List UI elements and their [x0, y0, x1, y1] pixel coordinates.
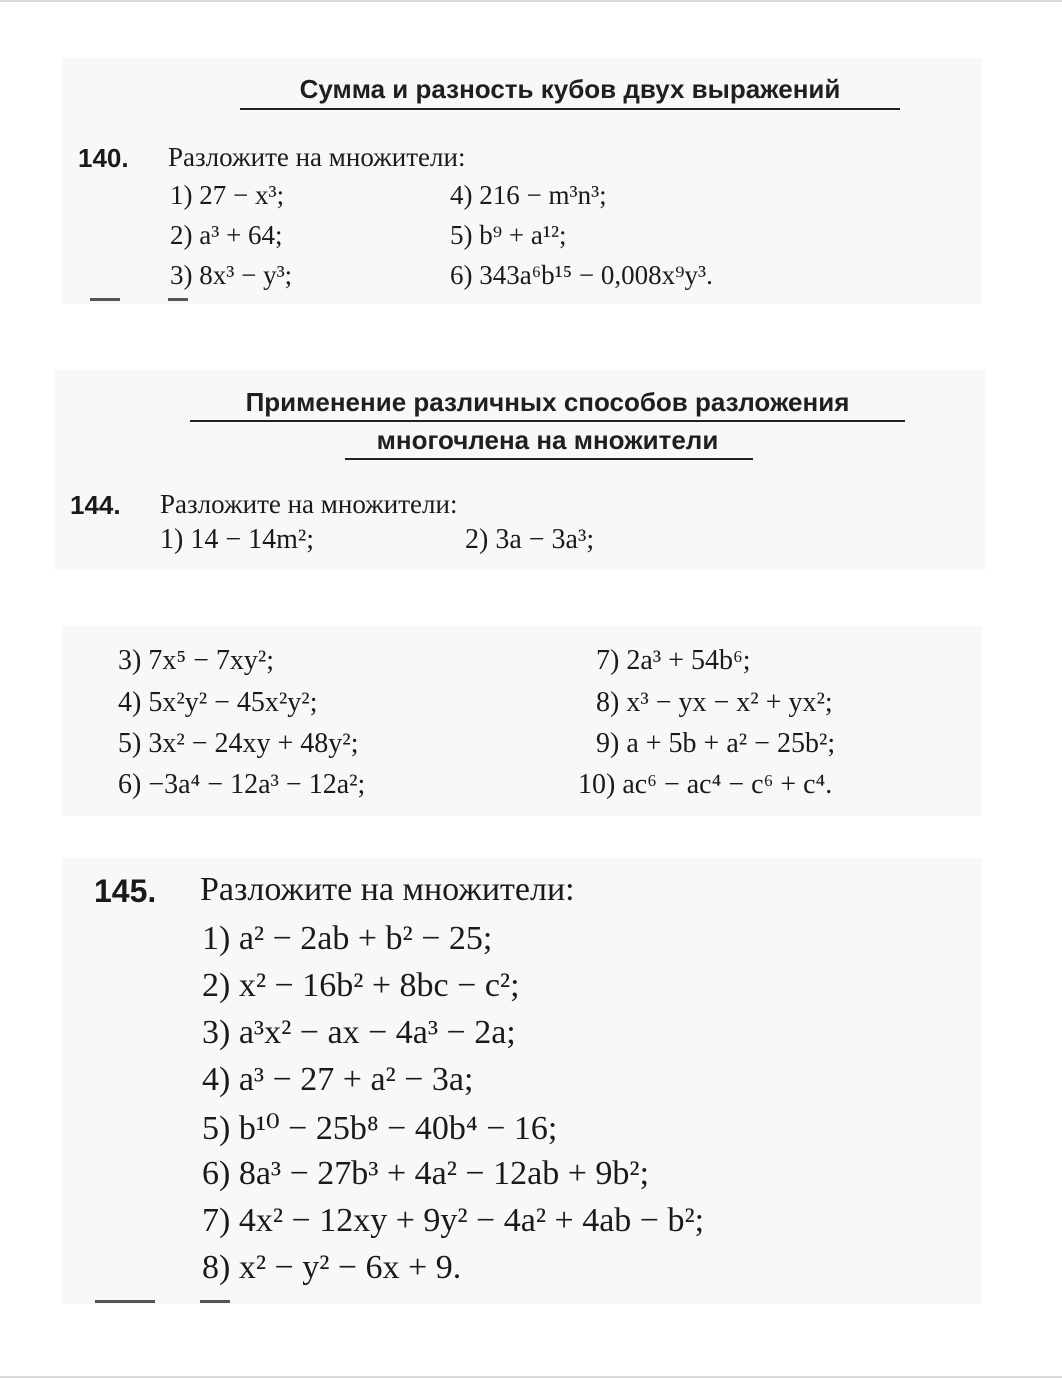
exercise-task-145: Разложите на множители: — [200, 871, 575, 908]
exercise-145-item-1: 1) a² − 2ab + b² − 25; — [202, 920, 493, 957]
exercise-145-item-6: 6) 8a³ − 27b³ + 4a² − 12ab + 9b²; — [202, 1155, 650, 1192]
exercise-140-item-3: 3) 8x³ − y³; — [170, 260, 293, 290]
exercise-number-144: 144. — [70, 490, 121, 520]
clipped-text-fragment — [168, 298, 188, 301]
exercise-144-item-3: 3) 7x⁵ − 7xy²; — [118, 645, 275, 676]
heading-underline — [345, 458, 753, 460]
exercise-144-item-1: 1) 14 − 14m²; — [160, 524, 315, 555]
exercise-144-item-8: 8) x³ − yx − x² + yx²; — [596, 687, 833, 718]
exercise-144-item-5: 5) 3x² − 24xy + 48y²; — [118, 728, 359, 759]
section-heading-methods-line2: многочлена на множители — [376, 425, 719, 455]
exercise-144-item-10: 10) ac⁶ − ac⁴ − c⁶ + c⁴. — [578, 769, 833, 800]
exercise-145-item-7: 7) 4x² − 12xy + 9y² − 4a² + 4ab − b²; — [202, 1202, 705, 1239]
exercise-145-item-8: 8) x² − y² − 6x + 9. — [202, 1249, 462, 1286]
exercise-140-item-4: 4) 216 − m³n³; — [450, 180, 607, 210]
page-bottom-border — [0, 1376, 1062, 1378]
exercise-task-140: Разложите на множители: — [168, 142, 466, 172]
exercise-145-item-4: 4) a³ − 27 + a² − 3a; — [202, 1061, 474, 1098]
exercise-number-140: 140. — [78, 143, 129, 173]
heading-underline — [190, 420, 905, 422]
section-heading-methods-line1: Применение различных способов разложения — [245, 387, 850, 417]
exercise-140-item-2: 2) a³ + 64; — [170, 220, 283, 250]
page-top-border — [0, 0, 1062, 2]
clipped-text-fragment — [90, 298, 120, 301]
clipped-text-fragment — [95, 1300, 155, 1303]
exercise-140-item-5: 5) b⁹ + a¹²; — [450, 220, 567, 250]
section-heading-cubes: Сумма и разность кубов двух выражений — [299, 74, 841, 104]
exercise-144-item-9: 9) a + 5b + a² − 25b²; — [596, 728, 836, 759]
exercise-144-item-7: 7) 2a³ + 54b⁶; — [596, 645, 751, 676]
heading-underline — [240, 108, 900, 110]
exercise-140-item-1: 1) 27 − x³; — [170, 180, 285, 210]
exercise-144-item-6: 6) −3a⁴ − 12a³ − 12a²; — [118, 769, 366, 800]
exercise-number-145: 145. — [94, 873, 157, 909]
exercise-145-item-3: 3) a³x² − ax − 4a³ − 2a; — [202, 1014, 516, 1051]
exercise-144-item-4: 4) 5x²y² − 45x²y²; — [118, 687, 318, 718]
exercise-144-item-2: 2) 3a − 3a³; — [465, 524, 595, 555]
exercise-145-item-5: 5) b¹⁰ − 25b⁸ − 40b⁴ − 16; — [202, 1110, 558, 1147]
exercise-145-item-2: 2) x² − 16b² + 8bc − c²; — [202, 967, 520, 1004]
clipped-text-fragment — [200, 1300, 230, 1303]
exercise-task-144: Разложите на множители: — [160, 489, 458, 519]
exercise-140-item-6: 6) 343a⁶b¹⁵ − 0,008x⁹y³. — [450, 260, 713, 290]
